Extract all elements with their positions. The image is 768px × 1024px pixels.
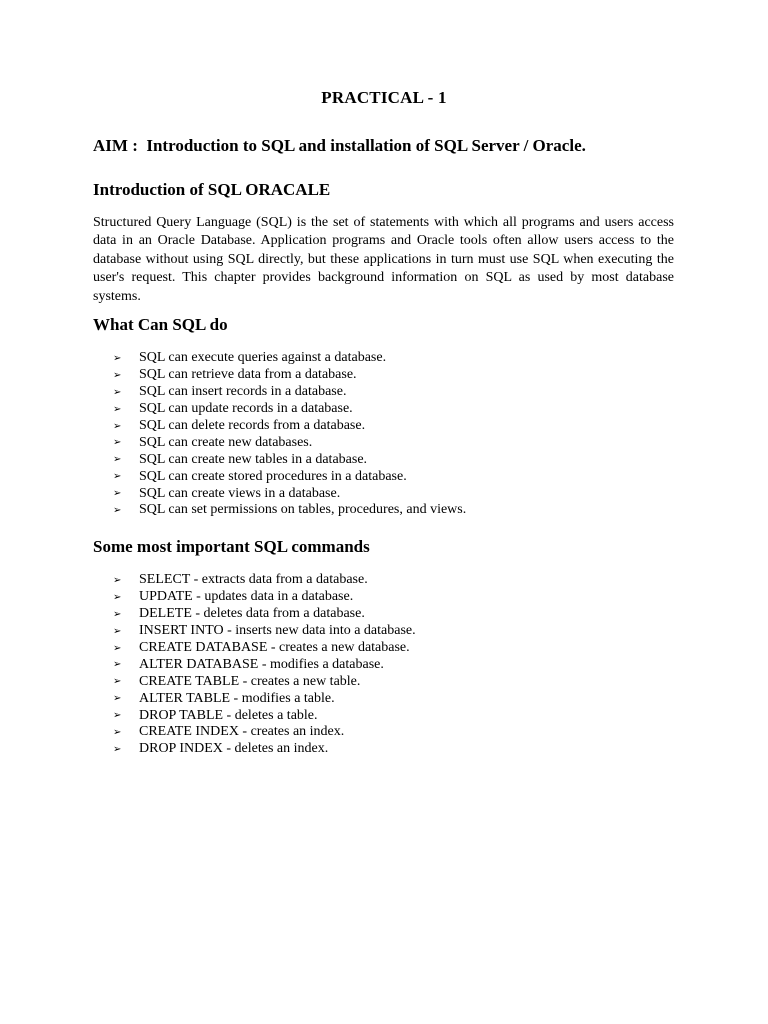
what-can-sql-do-heading: What Can SQL do (93, 315, 228, 334)
aim-statement: AIM : Introduction to SQL and installation of SQL Server / Oracle. (93, 136, 586, 155)
list-item (113, 468, 466, 485)
list-item-text: SELECT - extracts data from a database. (139, 572, 368, 588)
list-item (113, 367, 466, 384)
list-item-text: SQL can execute queries against a database. (139, 350, 387, 366)
list-item-text: CREATE DATABASE - creates a new database. (139, 640, 410, 655)
arrow-bullet-icon: ➢ (113, 710, 122, 722)
arrow-bullet-icon: ➢ (113, 574, 122, 586)
list-item-text: DROP TABLE - deletes a table. (139, 707, 318, 723)
list-item-text: DELETE - deletes data from a database. (139, 606, 365, 622)
list-item (113, 401, 466, 418)
list-item (113, 502, 466, 519)
intro-paragraph: Structured Query Language (SQL) is the set of statements with which all programs and users access data in an Oracle Database. Application programs and Oracle tools often allow users access to the database without using SQL directly, but these applications in turn must use SQL when executing the user's request. This chapter provides background information on SQL as used by most database systems. (93, 215, 674, 304)
arrow-bullet-icon: ➢ (113, 608, 122, 620)
arrow-bullet-icon: ➢ (113, 676, 122, 688)
list-item (113, 606, 416, 623)
sql-commands-list (113, 572, 416, 758)
list-item (113, 485, 466, 502)
list-item (113, 451, 466, 468)
page-title: PRACTICAL - 1 (321, 88, 447, 107)
list-item (113, 673, 416, 690)
arrow-bullet-icon: ➢ (113, 726, 122, 738)
list-item-text: SQL can retrieve data from a database. (139, 367, 357, 383)
list-item-text: INSERT INTO - inserts new data into a database. (139, 623, 416, 639)
list-item-text: SQL can delete records from a database. (139, 418, 366, 433)
arrow-bullet-icon: ➢ (113, 642, 122, 654)
arrow-bullet-icon: ➢ (113, 386, 122, 398)
list-item (113, 741, 416, 758)
list-item (113, 690, 416, 707)
arrow-bullet-icon: ➢ (113, 488, 122, 500)
list-item-text: CREATE TABLE - creates a new table. (139, 673, 361, 689)
list-item (113, 572, 416, 589)
arrow-bullet-icon: ➢ (113, 591, 122, 603)
important-commands-heading: Some most important SQL commands (93, 537, 370, 556)
arrow-bullet-icon: ➢ (113, 369, 122, 381)
list-item-text: SQL can create new tables in a database. (139, 451, 368, 467)
list-item-text: SQL can create new databases. (139, 434, 313, 450)
arrow-bullet-icon: ➢ (113, 625, 122, 637)
arrow-bullet-icon: ➢ (113, 437, 122, 449)
list-item-text: SQL can update records in a database. (139, 401, 353, 417)
arrow-bullet-icon: ➢ (113, 504, 122, 516)
arrow-bullet-icon: ➢ (113, 471, 122, 483)
list-item (113, 384, 466, 401)
list-item (113, 724, 416, 741)
list-item-text: DROP INDEX - deletes an index. (139, 741, 329, 757)
list-item (113, 589, 416, 606)
arrow-bullet-icon: ➢ (113, 403, 122, 415)
list-item-text: SQL can insert records in a database. (139, 384, 347, 400)
list-item (113, 656, 416, 673)
list-item-text: SQL can set permissions on tables, procedures, and views. (139, 502, 467, 518)
list-item-text: UPDATE - updates data in a database. (139, 589, 354, 605)
list-item-text: SQL can create stored procedures in a database. (139, 468, 407, 484)
intro-heading: Introduction of SQL ORACALE (93, 180, 331, 199)
list-item-text: CREATE INDEX - creates an index. (139, 724, 345, 740)
list-item-text: ALTER TABLE - modifies a table. (139, 690, 335, 706)
arrow-bullet-icon: ➢ (113, 420, 122, 432)
list-item-text: ALTER DATABASE - modifies a database. (139, 656, 384, 672)
list-item (113, 623, 416, 640)
arrow-bullet-icon: ➢ (113, 454, 122, 466)
list-item (113, 434, 466, 451)
list-item (113, 418, 466, 435)
list-item (113, 707, 416, 724)
list-item-text: SQL can create views in a database. (139, 485, 341, 501)
list-item (113, 350, 466, 367)
sql-capabilities-list (113, 350, 466, 519)
list-item (113, 640, 416, 657)
arrow-bullet-icon: ➢ (113, 693, 122, 705)
arrow-bullet-icon: ➢ (113, 352, 122, 364)
arrow-bullet-icon: ➢ (113, 659, 122, 671)
arrow-bullet-icon: ➢ (113, 743, 122, 755)
